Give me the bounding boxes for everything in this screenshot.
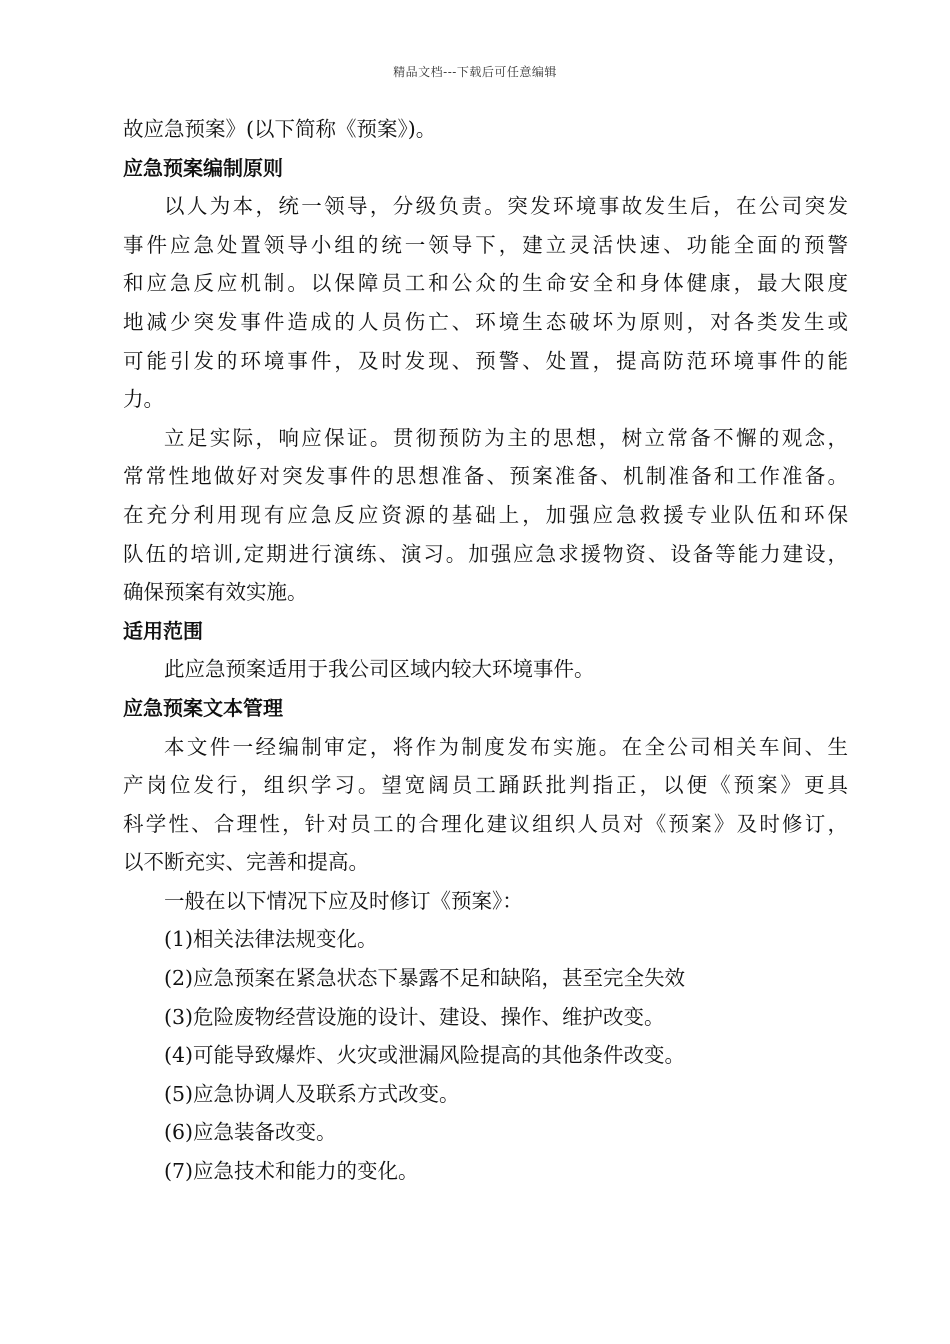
section-heading: 应急预案文本管理: [123, 695, 283, 720]
paragraph-line: (7)应急技术和能力的变化。: [164, 1159, 419, 1184]
document-body: [123, 110, 848, 1191]
paragraph-line: 产岗位发行，组织学习。望宽阔员工踊跃批判指正，以便《预案》更具: [123, 773, 848, 798]
paragraph-line: 在充分利用现有应急反应资源的基础上，加强应急救援专业队伍和环保: [123, 502, 848, 527]
section-heading: 适用范围: [123, 618, 203, 643]
paragraph-line: 确保预案有效实施。: [123, 580, 308, 605]
paragraph-line: (1)相关法律法规变化。: [164, 927, 378, 952]
paragraph-line: 可能引发的环境事件，及时发现、预警、处置，提高防范环境事件的能: [123, 348, 848, 373]
paragraph-line: 立足实际，响应保证。贯彻预防为主的思想，树立常备不懈的观念，: [164, 425, 848, 450]
paragraph-line: 以人为本，统一领导，分级负责。突发环境事故发生后，在公司突发: [164, 194, 848, 219]
paragraph-line: (2)应急预案在紧急状态下暴露不足和缺陷，甚至完全失效: [164, 966, 686, 991]
paragraph-line: 故应急预案》(以下简称《预案》)。: [123, 117, 437, 141]
paragraph-line: 事件应急处置领导小组的统一领导下，建立灵活快速、功能全面的预警: [123, 232, 848, 257]
paragraph-line: (5)应急协调人及联系方式改变。: [164, 1081, 460, 1106]
paragraph-line: 科学性、合理性，针对员工的合理化建议组织人员对《预案》及时修订，: [123, 811, 848, 836]
paragraph-line: 此应急预案适用于我公司区域内较大环境事件。: [164, 657, 595, 682]
section-heading: 应急预案编制原则: [123, 155, 283, 180]
paragraph-line: (3)危险废物经营设施的设计、建设、操作、维护改变。: [164, 1004, 665, 1029]
paragraph-line: 队伍的培训,定期进行演练、演习。加强应急求援物资、设备等能力建设，: [123, 541, 848, 566]
paragraph-line: 力。: [123, 387, 164, 412]
page-header: 精品文档---下载后可任意编辑: [393, 65, 557, 79]
paragraph-line: 地减少突发事件造成的人员伤亡、环境生态破坏为原则，对各类发生或: [123, 309, 848, 334]
paragraph-line: (6)应急装备改变。: [164, 1120, 337, 1145]
paragraph-line: 本文件一经编制审定，将作为制度发布实施。在全公司相关车间、生: [164, 734, 848, 759]
paragraph-line: 以不断充实、完善和提高。: [123, 850, 369, 875]
paragraph-line: (4)可能导致爆炸、火灾或泄漏风险提高的其他条件改变。: [164, 1043, 686, 1068]
paragraph-line: 常常性地做好对突发事件的思想准备、预案准备、机制准备和工作准备。: [123, 464, 848, 489]
paragraph-line: 一般在以下情况下应及时修订《预案》：: [164, 888, 523, 913]
paragraph-line: 和应急反应机制。以保障员工和公众的生命安全和身体健康，最大限度: [123, 271, 848, 296]
